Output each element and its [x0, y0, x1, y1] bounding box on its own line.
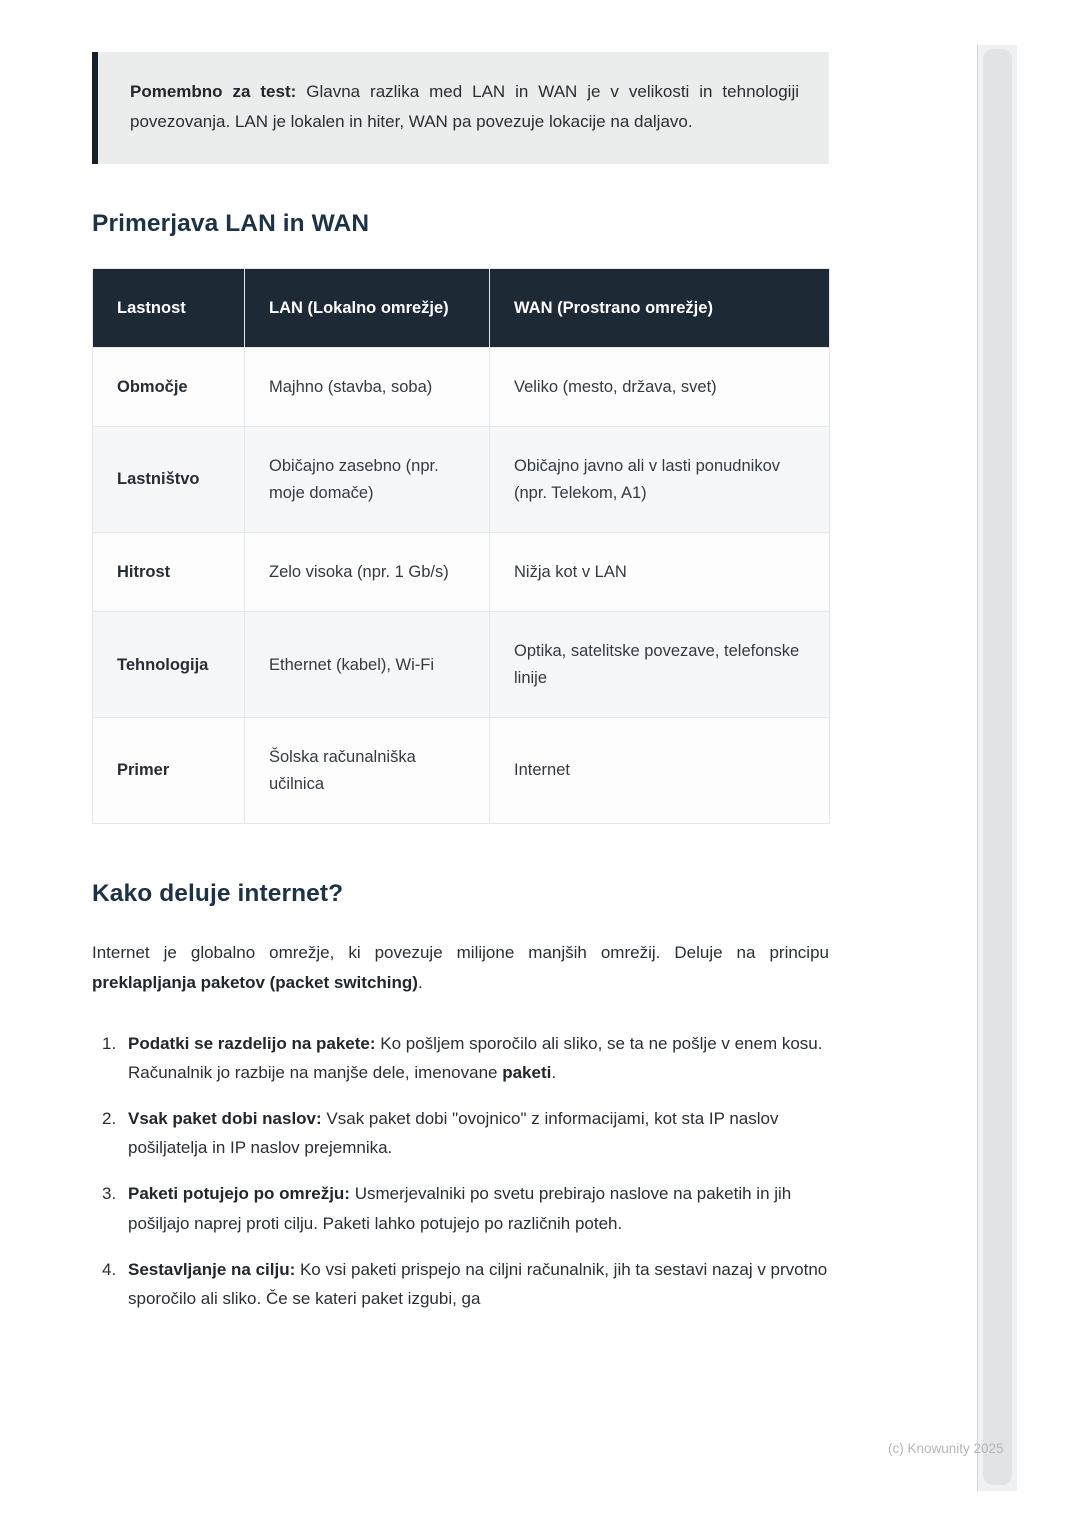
- table-cell: Šolska računalniška učilnica: [245, 718, 490, 824]
- table-cell: Optika, satelitske povezave, telefonske linije: [490, 612, 830, 718]
- step-body: Ko pošljem sporočilo ali sliko, se ta ne pošlje v enem kosu. Računalnik jo razbije na manjše dele, imenovane: [128, 1033, 823, 1082]
- table-row: [93, 533, 830, 612]
- step-lead: Podatki se razdelijo na pakete:: [128, 1033, 376, 1053]
- table-cell: Nižja kot v LAN: [490, 533, 830, 612]
- table-cell: Zelo visoka (npr. 1 Gb/s): [245, 533, 490, 612]
- table-row: [93, 347, 830, 426]
- step-body: Usmerjevalniki po svetu prebirajo naslove na paketih in jih pošiljajo naprej proti cilju. Paketi lahko potujejo po različnih poteh.: [128, 1184, 792, 1233]
- step-bold-tail: paketi: [502, 1062, 552, 1082]
- table-header-lan: LAN (Lokalno omrežje): [245, 268, 490, 347]
- important-note-callout: [92, 52, 829, 164]
- step-number: 2.: [102, 1108, 117, 1128]
- table-cell: Majhno (stavba, soba): [245, 347, 490, 426]
- step-number: 3.: [102, 1184, 117, 1204]
- step-item: [102, 1029, 829, 1087]
- step-lead: Paketi potujejo po omrežju:: [128, 1184, 350, 1204]
- step-number: 1.: [102, 1033, 117, 1053]
- packet-switching-steps: [92, 1029, 829, 1314]
- intro-text: Internet je globalno omrežje, ki povezuje milijone manjših omrežij. Deluje na principu: [92, 943, 829, 963]
- table-cell: Običajno zasebno (npr. moje domače): [245, 427, 490, 533]
- step-number: 4.: [102, 1259, 117, 1279]
- document-content: [92, 52, 829, 1330]
- intro-tail: .: [417, 973, 423, 993]
- step-item: [102, 1255, 829, 1313]
- row-label: Primer: [93, 718, 245, 824]
- step-item: [102, 1179, 829, 1237]
- step-body: Ko vsi paketi prispejo na ciljni računalnik, jih ta sestavi nazaj v prvotno sporočilo ali sliko. Če se kateri paket izgubi, ga: [128, 1259, 828, 1309]
- row-label: Hitrost: [93, 533, 245, 612]
- row-label: Lastništvo: [93, 427, 245, 533]
- scrollbar-track[interactable]: [977, 45, 1017, 1491]
- row-label: Območje: [93, 347, 245, 426]
- row-label: Tehnologija: [93, 612, 245, 718]
- table-cell: Običajno javno ali v lasti ponudnikov (npr. Telekom, A1): [490, 427, 830, 533]
- table-cell: Veliko (mesto, država, svet): [490, 347, 830, 426]
- step-lead: Vsak paket dobi naslov:: [128, 1108, 322, 1128]
- lan-wan-comparison-table: [92, 268, 830, 825]
- internet-intro-paragraph: [92, 938, 829, 999]
- table-row: [93, 612, 830, 718]
- step-item: [102, 1104, 829, 1162]
- section-title-internet: Kako deluje internet?: [92, 880, 344, 908]
- table-header-wan: WAN (Prostrano omrežje): [490, 268, 830, 347]
- intro-bold: preklapljanja paketov (packet switching): [92, 973, 418, 993]
- table-header-row: [93, 268, 830, 347]
- callout-body: Glavna razlika med LAN in WAN je v velikosti in tehnologiji povezovanja. LAN je lokalen in hiter, WAN pa povezuje lokacije na daljavo.: [130, 82, 799, 131]
- scrollbar-thumb[interactable]: [983, 49, 1012, 1485]
- step-lead: Sestavljanje na cilju:: [128, 1259, 296, 1279]
- callout-text: [130, 77, 799, 137]
- step-tail: .: [551, 1062, 557, 1082]
- table-row: [93, 427, 830, 533]
- table-cell: Internet: [490, 718, 830, 824]
- table-header-lastnost: Lastnost: [93, 268, 245, 347]
- section-title-comparison: Primerjava LAN in WAN: [92, 209, 370, 237]
- step-body: Vsak paket dobi "ovojnico" z informacijami, kot sta IP naslov pošiljatelja in IP naslov prejemnika.: [128, 1108, 779, 1158]
- table-cell: Ethernet (kabel), Wi-Fi: [245, 612, 490, 718]
- callout-lead: Pomembno za test:: [130, 82, 297, 101]
- watermark: (c) Knowunity 2025: [888, 1441, 1004, 1456]
- table-row: [93, 718, 830, 824]
